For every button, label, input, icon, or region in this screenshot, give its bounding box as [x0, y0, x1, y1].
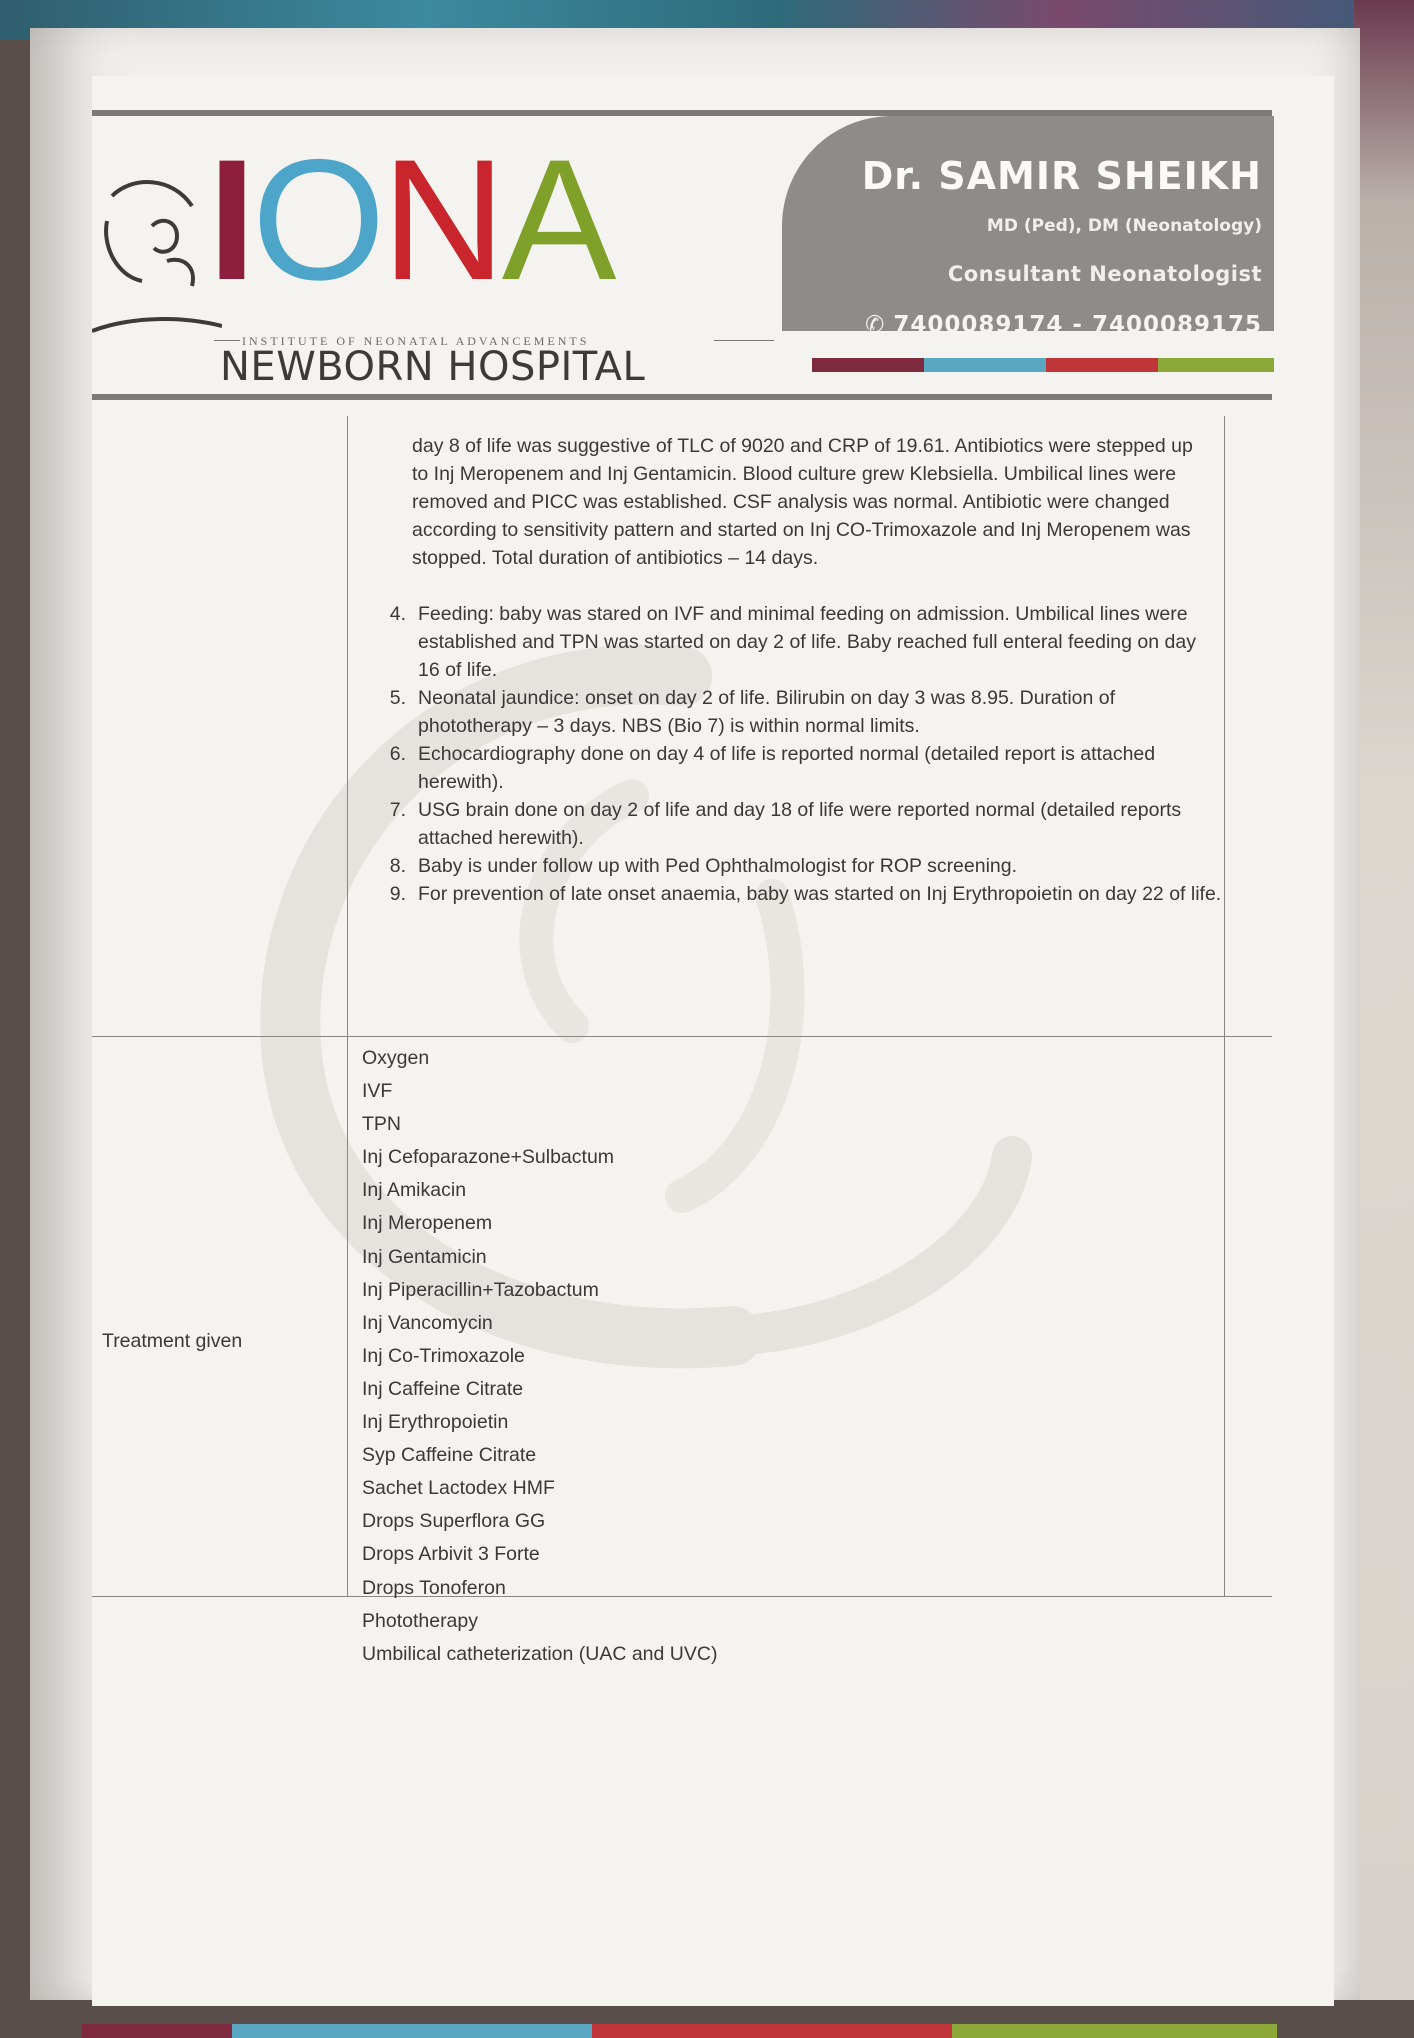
course-continuation-text: day 8 of life was suggestive of TLC of 9020 and CRP of 19.61. Antibiotics were stepped up to Inj Meropenem and Inj Gentamicin. Blood culture grew Klebsiella. Umbilical lines were removed and PICC was established. CSF analysis was normal. Antibiotic were changed according to sensitivity pattern and started on Inj CO-Trimoxazole and Inj Meropenem was stopped. Total duration of antibiotics – 14 days.: [412, 435, 1193, 569]
logo-letter-i: I: [208, 124, 252, 316]
logo-sub-rule-left: [214, 340, 240, 341]
list-item: 4. Feeding: baby was stared on IVF and minimal feeding on admission. Umbilical lines were established and TPN was started on day 2 of life. Baby reached full enteral feeding on day 16 of life.: [389, 603, 1196, 681]
logo-sub-rule-right: [714, 340, 774, 341]
strip-red: [1046, 358, 1158, 372]
treatment-item: Inj Amikacin: [362, 1179, 467, 1202]
header-bottom-rule: [92, 394, 1272, 400]
list-item: 8. Baby is under follow up with Ped Ophthalmologist for ROP screening.: [389, 855, 1018, 877]
list-item: 6. Echocardiography done on day 4 of life is reported normal (detailed report is attached herewith).: [389, 743, 1156, 793]
logo-letter-a: A: [501, 124, 613, 316]
letterhead-header: [92, 76, 1334, 390]
table-row-course: [92, 416, 1272, 1037]
list-item: 7. USG brain done on day 2 of life and day 18 of life were reported normal (detailed reports attached herewith).: [389, 799, 1182, 849]
letterhead-sheet: [92, 76, 1334, 2006]
strip-maroon: [812, 358, 924, 372]
logo-letter-o: O: [251, 124, 382, 316]
treatment-item: Drops Tonoferon: [362, 1576, 506, 1599]
treatment-item: Inj Meropenem: [362, 1212, 493, 1235]
treatment-item: Inj Gentamicin: [362, 1245, 487, 1268]
phone-number: 7400089174 - 7400089175: [893, 312, 1262, 338]
treatment-item: IVF: [362, 1080, 393, 1103]
doctor-qualifications: MD (Ped), DM (Neonatology): [986, 216, 1262, 236]
footer-strip-red: [592, 2024, 952, 2038]
table-row-treatment: [92, 1036, 1272, 1665]
list-item: 5. Neonatal jaundice: onset on day 2 of life. Bilirubin on day 3 was 8.95. Duration of phototherapy – 3 days. NBS (Bio 7) is within normal limits.: [389, 687, 1116, 737]
list-item: 9. For prevention of late onset anaemia, baby was started on Inj Erythropoietin on day 22 of life.: [389, 883, 1222, 905]
treatment-item: Inj Caffeine Citrate: [362, 1377, 524, 1400]
treatment-item: Inj Vancomycin: [362, 1311, 493, 1334]
treatment-item: Drops Superflora GG: [362, 1510, 546, 1533]
strip-blue: [924, 358, 1046, 372]
iona-logo: [208, 124, 613, 316]
treatment-item: Inj Cefoparazone+Sulbactum: [362, 1146, 615, 1169]
hospital-name: NEWBORN HOSPITAL: [220, 344, 646, 390]
treatment-item: TPN: [362, 1113, 401, 1136]
phone-icon: ✆: [865, 312, 886, 338]
logo-subtitle: INSTITUTE OF NEONATAL ADVANCEMENTS: [242, 334, 590, 348]
treatment-item: Umbilical catheterization (UAC and UVC): [362, 1642, 718, 1665]
doctor-role: Consultant Neonatologist: [947, 262, 1262, 286]
treatment-label: Treatment given: [102, 1330, 243, 1352]
doctor-phone: [792, 312, 1262, 338]
treatment-item: Inj Erythropoietin: [362, 1411, 509, 1434]
footer-strip-maroon: [82, 2024, 232, 2038]
treatment-item: Inj Piperacillin+Tazobactum: [362, 1278, 599, 1301]
treatment-item: Sachet Lactodex HMF: [362, 1477, 555, 1500]
logo-letter-n: N: [381, 124, 502, 316]
course-numbered-list: [362, 600, 1222, 908]
treatment-list: [362, 1042, 717, 1671]
treatment-item: Drops Arbivit 3 Forte: [362, 1543, 540, 1566]
photo-background-right: [1354, 0, 1414, 2000]
treatment-item: Oxygen: [362, 1047, 430, 1069]
doctor-name: Dr. SAMIR SHEIKH: [861, 154, 1262, 198]
treatment-item: Syp Caffeine Citrate: [362, 1444, 537, 1467]
treatment-item: Inj Co-Trimoxazole: [362, 1344, 525, 1367]
footer-strip-blue: [232, 2024, 592, 2038]
baby-face-logo-icon: [92, 166, 222, 346]
document-page: [30, 28, 1360, 2000]
footer-strip-green: [952, 2024, 1277, 2038]
strip-green: [1158, 358, 1274, 372]
treatment-item: Phototherapy: [362, 1609, 479, 1632]
